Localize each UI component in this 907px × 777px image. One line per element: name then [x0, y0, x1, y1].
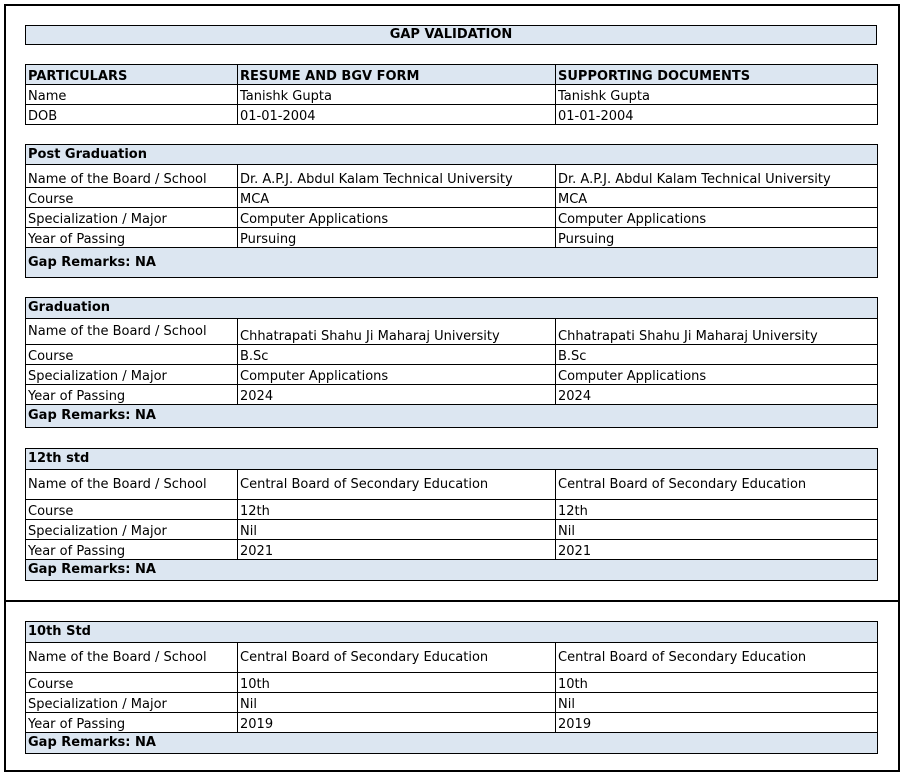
docs-value: 01-01-2004	[556, 105, 878, 125]
row-label: Name of the Board / School	[26, 470, 238, 500]
resume-value: 01-01-2004	[238, 105, 556, 125]
row-label: Name of the Board / School	[26, 643, 238, 673]
gap-remarks: Gap Remarks: NA	[26, 560, 878, 581]
docs-value: Computer Applications	[556, 365, 878, 385]
table-row	[26, 540, 878, 560]
title-table	[25, 25, 877, 45]
docs-value: 2019	[556, 713, 878, 733]
table-row	[26, 208, 878, 228]
table-row	[26, 165, 878, 188]
resume-value: 12th	[238, 500, 556, 520]
row-label: Year of Passing	[26, 228, 238, 248]
gap-remarks: Gap Remarks: NA	[26, 405, 878, 428]
resume-value: Computer Applications	[238, 208, 556, 228]
row-label: Specialization / Major	[26, 365, 238, 385]
section-heading: 12th std	[26, 449, 878, 470]
section-heading: Graduation	[26, 298, 878, 319]
docs-value: B.Sc	[556, 345, 878, 365]
docs-value: 10th	[556, 673, 878, 693]
resume-value: Dr. A.P.J. Abdul Kalam Technical University	[238, 165, 556, 188]
row-label: Year of Passing	[26, 540, 238, 560]
table-row	[26, 385, 878, 405]
resume-value: 2021	[238, 540, 556, 560]
page-title: GAP VALIDATION	[26, 26, 877, 45]
resume-value: 10th	[238, 673, 556, 693]
docs-value: Tanishk Gupta	[556, 85, 878, 105]
row-label: Course	[26, 345, 238, 365]
table-row	[26, 713, 878, 733]
table-row	[26, 188, 878, 208]
row-label: Name of the Board / School	[26, 319, 238, 345]
resume-value: Central Board of Secondary Education	[238, 470, 556, 500]
table-row	[26, 643, 878, 673]
resume-value: Tanishk Gupta	[238, 85, 556, 105]
table-row	[26, 228, 878, 248]
column-header: RESUME AND BGV FORM	[238, 65, 556, 85]
docs-value: Nil	[556, 520, 878, 540]
table-row	[26, 470, 878, 500]
resume-value: Nil	[238, 693, 556, 713]
docs-value: MCA	[556, 188, 878, 208]
row-label: Name of the Board / School	[26, 165, 238, 188]
row-label: Specialization / Major	[26, 208, 238, 228]
docs-value: Nil	[556, 693, 878, 713]
row-label: Year of Passing	[26, 713, 238, 733]
row-label: Specialization / Major	[26, 693, 238, 713]
section-graduation	[25, 297, 878, 428]
row-label: Course	[26, 500, 238, 520]
resume-value: 2019	[238, 713, 556, 733]
docs-value: 2024	[556, 385, 878, 405]
particulars-table	[25, 64, 878, 125]
table-row	[26, 105, 878, 125]
resume-value: B.Sc	[238, 345, 556, 365]
table-row	[26, 319, 878, 345]
section-heading: 10th Std	[26, 622, 878, 643]
row-label: Year of Passing	[26, 385, 238, 405]
section-heading: Post Graduation	[26, 145, 878, 165]
resume-value: Chhatrapati Shahu Ji Maharaj University	[238, 319, 556, 345]
section-12th-std	[25, 448, 878, 581]
docs-value: Central Board of Secondary Education	[556, 643, 878, 673]
table-row	[26, 85, 878, 105]
table-row	[26, 345, 878, 365]
row-label: Specialization / Major	[26, 520, 238, 540]
docs-value: Dr. A.P.J. Abdul Kalam Technical University	[556, 165, 878, 188]
docs-value: 2021	[556, 540, 878, 560]
gap-remarks: Gap Remarks: NA	[26, 733, 878, 754]
table-row	[26, 673, 878, 693]
section-10th-std	[25, 621, 878, 754]
table-row	[26, 365, 878, 385]
table-row	[26, 500, 878, 520]
row-label: Course	[26, 188, 238, 208]
table-row	[26, 693, 878, 713]
resume-value: Pursuing	[238, 228, 556, 248]
resume-value: MCA	[238, 188, 556, 208]
docs-value: Computer Applications	[556, 208, 878, 228]
gap-remarks: Gap Remarks: NA	[26, 248, 878, 278]
row-label: DOB	[26, 105, 238, 125]
row-label: Name	[26, 85, 238, 105]
column-header: PARTICULARS	[26, 65, 238, 85]
docs-value: Chhatrapati Shahu Ji Maharaj University	[556, 319, 878, 345]
section-post-graduation	[25, 144, 878, 278]
row-label: Course	[26, 673, 238, 693]
docs-value: 12th	[556, 500, 878, 520]
docs-value: Central Board of Secondary Education	[556, 470, 878, 500]
docs-value: Pursuing	[556, 228, 878, 248]
resume-value: Computer Applications	[238, 365, 556, 385]
resume-value: 2024	[238, 385, 556, 405]
column-header: SUPPORTING DOCUMENTS	[556, 65, 878, 85]
resume-value: Nil	[238, 520, 556, 540]
resume-value: Central Board of Secondary Education	[238, 643, 556, 673]
table-row	[26, 520, 878, 540]
